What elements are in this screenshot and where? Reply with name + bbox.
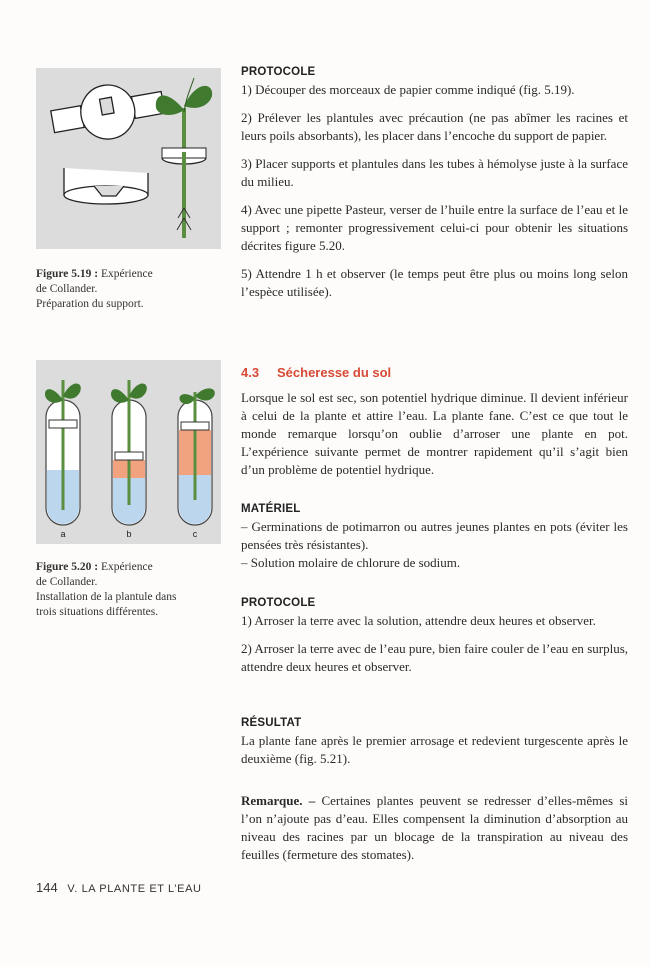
- tube-label-a: a: [60, 529, 66, 539]
- section-4-3-title: Sécheresse du sol: [277, 365, 392, 380]
- figure-5-19-caption: [36, 267, 226, 312]
- protocole-1-step-4: 4) Avec une pipette Pasteur, verser de l’huile entre la surface de l’eau et le support ; remonter progressivement celui-ci pour obtenir les situations décrites figure 5.20.: [241, 202, 628, 253]
- materiel-item-1: – Germinations de potimarron ou autres jeunes plantes en pots (éviter les pensées très résistantes).: [241, 519, 628, 552]
- tube-label-b: b: [126, 529, 132, 539]
- protocole-1-step-2: 2) Prélever les plantules avec précaution (ne pas abîmer les racines et leurs poils absorbants), les placer dans l’encoche du support de papier.: [241, 110, 628, 143]
- figure-5-20-line3: Installation de la plantule dans: [36, 591, 177, 603]
- figure-5-20-illustration: [36, 360, 221, 544]
- figure-5-19-line2: de Collander.: [36, 283, 98, 295]
- figure-5-20-title: Expérience: [100, 561, 153, 573]
- figure-5-19-label: Figure 5.19 :: [36, 268, 99, 280]
- resultat-heading: RÉSULTAT: [241, 717, 302, 729]
- remarque-text: Certaines plantes peuvent se redresser d’elles-mêmes si l’on n’ajoute pas d’eau. Elles compensent la diminution d’absorption au niveau des racines par un blocage de la transpiration au niveau des feuilles (fermeture des stomates).: [241, 793, 628, 862]
- tube-c: [178, 388, 215, 539]
- protocole-1: [241, 66, 628, 301]
- tube-label-c: c: [192, 529, 198, 539]
- materiel: [241, 503, 628, 572]
- protocole-2-step-2: 2) Arroser la terre avec de l’eau pure, bien faire couler de l’eau en surplus, attendre deux heures et observer.: [241, 641, 628, 674]
- section-4-3: [241, 365, 628, 479]
- remarque-label: Remarque. –: [241, 793, 316, 808]
- protocole-1-heading: PROTOCOLE: [241, 66, 316, 78]
- chapter-title: V. LA PLANTE ET L’EAU: [67, 883, 202, 895]
- figure-5-20-caption: [36, 560, 226, 620]
- figure-5-19-illustration: [36, 68, 221, 249]
- materiel-item-2: – Solution molaire de chlorure de sodium.: [241, 555, 461, 570]
- tube-b: [111, 380, 147, 539]
- protocole-2-step-1: 1) Arroser la terre avec la solution, attendre deux heures et observer.: [241, 613, 596, 628]
- figure-5-20-line4: trois situations différentes.: [36, 606, 159, 618]
- materiel-heading: MATÉRIEL: [241, 503, 301, 515]
- section-4-3-heading: [241, 365, 628, 380]
- protocole-1-step-5: 5) Attendre 1 h et observer (le temps peut être plus ou moins long selon l’espèce utilisée).: [241, 266, 628, 299]
- section-4-3-intro: Lorsque le sol est sec, son potentiel hydrique diminue. Il devient inférieur à celui de la plante et attire l’eau. La plante fane. C’est ce que tout le monde remarque lorsqu’on oublie d’arroser une plante en pot. L’expérience suivante permet de montrer rapidement qu’il s’agit bien d’un problème de potentiel hydrique.: [241, 390, 628, 477]
- figure-5-20-line2: de Collander.: [36, 576, 98, 588]
- remarque-paragraph: [241, 792, 628, 864]
- figure-5-19-title: Expérience: [100, 268, 153, 280]
- page-footer: [36, 880, 202, 895]
- remarque: [241, 792, 628, 864]
- figure-5-20-label: Figure 5.20 :: [36, 561, 99, 573]
- figure-5-19-line3: Préparation du support.: [36, 298, 144, 310]
- page-number: 144: [36, 880, 58, 895]
- section-4-3-number: 4.3: [241, 365, 260, 380]
- protocole-2-heading: PROTOCOLE: [241, 597, 316, 609]
- tube-a: [45, 380, 81, 539]
- protocole-2: [241, 597, 628, 676]
- resultat: [241, 717, 628, 768]
- protocole-1-step-3: 3) Placer supports et plantules dans les tubes à hémolyse juste à la surface du milieu.: [241, 156, 628, 189]
- resultat-text: La plante fane après le premier arrosage et redevient turgescente après le deuxième (fig. 5.21).: [241, 733, 628, 766]
- protocole-1-step-1: 1) Découper des morceaux de papier comme indiqué (fig. 5.19).: [241, 82, 575, 97]
